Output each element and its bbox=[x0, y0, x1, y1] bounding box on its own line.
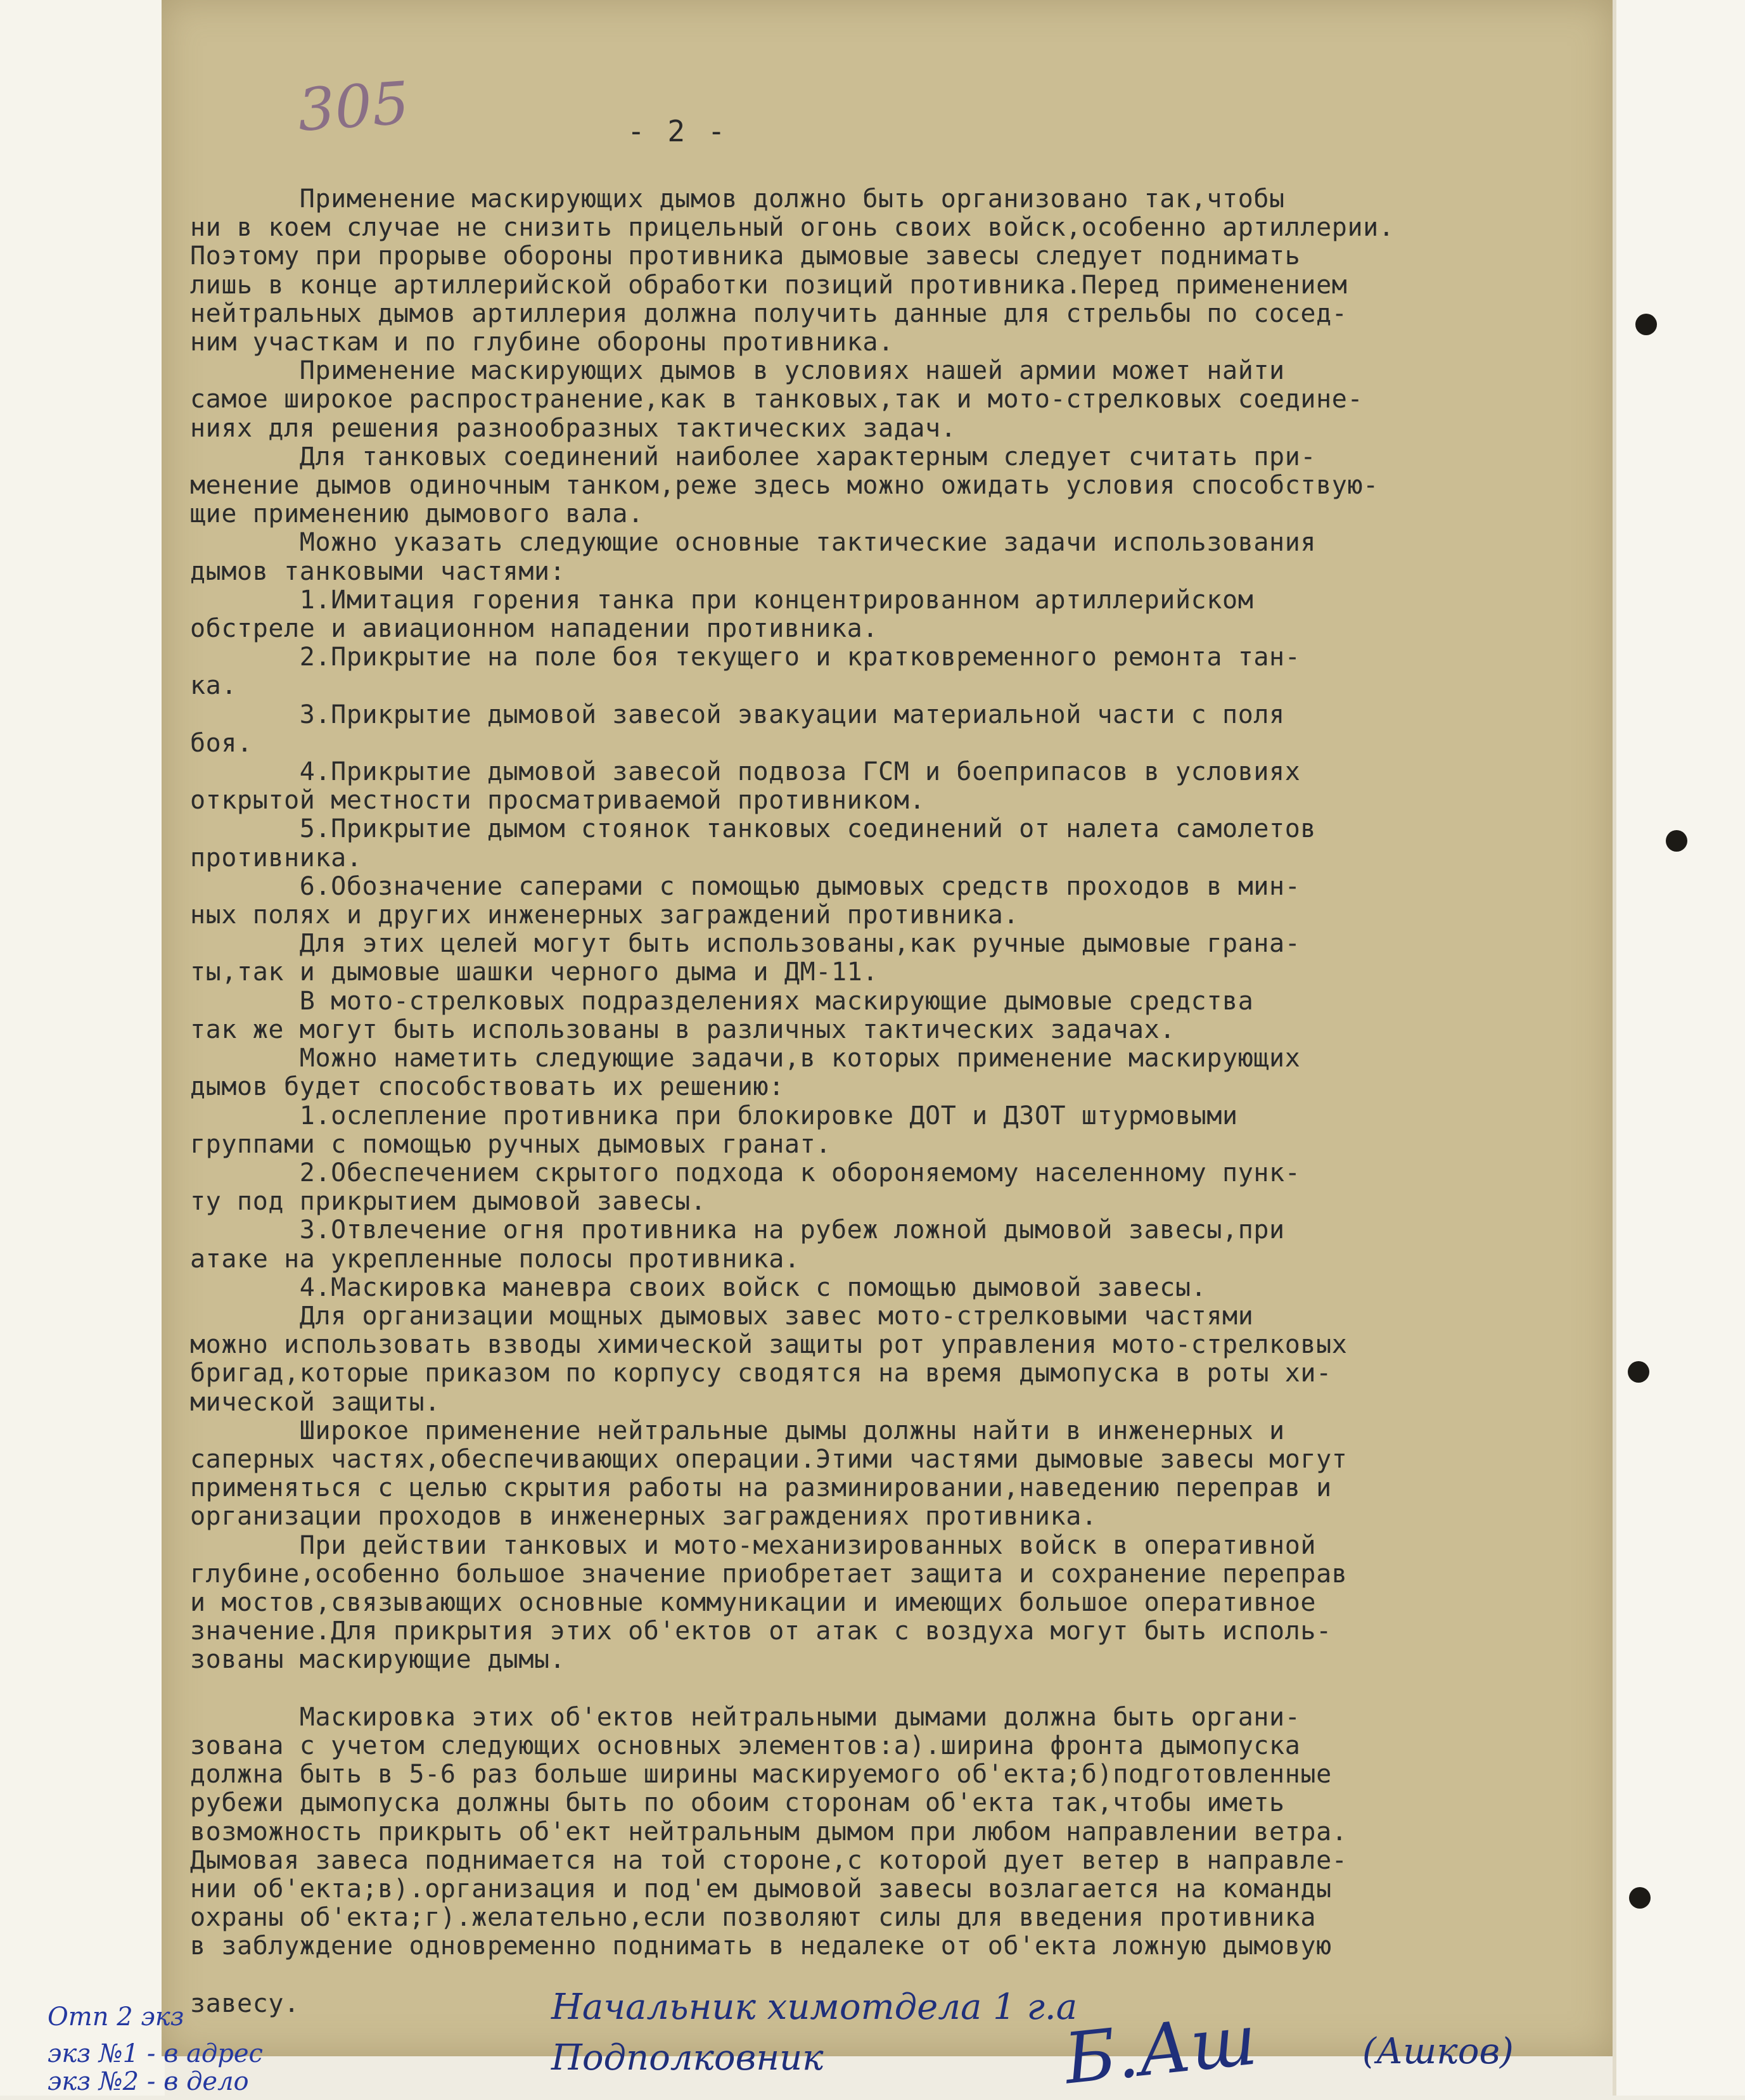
text-line: боя. bbox=[190, 728, 253, 758]
text-line: лишь в конце артиллерийской обработки позиций противника.Перед применением bbox=[190, 270, 1348, 300]
text-line: противника. bbox=[190, 843, 362, 873]
text-line: 2.Прикрытие на поле боя текущего и кратковременного ремонта тан- bbox=[190, 643, 1301, 672]
text-line: применяться с целью скрытия работы на разминировании,наведению переправ и bbox=[190, 1473, 1332, 1503]
text-line: возможность прикрыть об'ект нейтральным дымом при любом направлении ветра. bbox=[190, 1817, 1348, 1847]
text-line: зована с учетом следующих основных элементов:а).ширина фронта дымопуска bbox=[190, 1731, 1301, 1760]
text-line: можно использовать взводы химической защиты рот управления мото-стрелковых bbox=[190, 1330, 1348, 1360]
text-line: значение.Для прикрытия этих об'ектов от атак с воздуха могут быть исполь- bbox=[190, 1617, 1332, 1646]
text-line: Для танковых соединений наиболее характерным следует считать при- bbox=[190, 442, 1317, 471]
text-line: В мото-стрелковых подразделениях маскирующие дымовые средства bbox=[190, 986, 1254, 1016]
text-line: ним участкам и по глубине обороны противника. bbox=[190, 328, 894, 357]
text-line: ни в коем случае не снизить прицельный огонь своих войск,особенно артиллерии. bbox=[190, 213, 1395, 243]
text-line: в заблуждение одновременно поднимать в недалеке от об'екта ложную дымовую bbox=[190, 1931, 1332, 1961]
text-line: Применение маскирующих дымов должно быть организовано так,чтобы bbox=[190, 185, 1285, 214]
signature-surname: (Ашков) bbox=[1362, 2031, 1514, 2072]
text-line: 1.Имитация горения танка при концентрированном артиллерийском bbox=[190, 585, 1254, 615]
pencil-page-note: 305 bbox=[295, 69, 412, 144]
text-line: 1.ослепление противника при блокировке ДОТ и ДЗОТ штурмовыми bbox=[190, 1101, 1238, 1130]
page-number: - 2 - bbox=[627, 114, 728, 148]
signature-rank: Подполковник bbox=[551, 2037, 824, 2078]
text-line: самое широкое распространение,как в танковых,так и мото-стрелковых соедине- bbox=[190, 385, 1364, 414]
text-line: и мостов,связывающих основные коммуникации и имеющих большое оперативное bbox=[190, 1587, 1317, 1617]
text-line: ниях для решения разнообразных тактических задач. bbox=[190, 413, 957, 443]
text-line: 5.Прикрытие дымом стоянок танковых соединений от налета самолетов bbox=[190, 814, 1317, 844]
text-line: Для организации мощных дымовых завес мото-стрелковыми частями bbox=[190, 1301, 1254, 1331]
text-line: саперных частях,обеспечивающих операции.Этими частями дымовые завесы могут bbox=[190, 1444, 1348, 1474]
text-line: дымов танковыми частями: bbox=[190, 556, 566, 586]
text-line: дымов будет способствовать их решению: bbox=[190, 1072, 784, 1102]
text-line: 2.Обеспечением скрытого подхода к обороняемому населенному пунк- bbox=[190, 1158, 1301, 1188]
text-line: 3.Отвлечение огня противника на рубеж ложной дымовой завесы,при bbox=[190, 1215, 1285, 1245]
left-mount-paper bbox=[0, 0, 165, 2096]
text-line: нейтральных дымов артиллерия должна получить данные для стрельбы по сосед- bbox=[190, 298, 1348, 328]
text-line: Можно наметить следующие задачи,в которых применение маскирующих bbox=[190, 1044, 1301, 1073]
text-line: Поэтому при прорыве обороны противника дымовые завесы следует поднимать bbox=[190, 241, 1301, 271]
text-line: При действии танковых и мото-механизированных войск в оперативной bbox=[190, 1530, 1317, 1560]
copy-1-note: экз №1 - в адрес bbox=[48, 2039, 263, 2068]
text-line: Широкое применение нейтральные дымы должны найти в инженерных и bbox=[190, 1416, 1285, 1445]
text-line: так же могут быть использованы в различных тактических задачах. bbox=[190, 1015, 1175, 1044]
text-line: Применение маскирующих дымов в условиях нашей армии может найти bbox=[190, 356, 1285, 386]
text-line: нии об'екта;в).организация и под'ем дымовой завесы возлагается на команды bbox=[190, 1874, 1332, 1904]
text-line: мической защиты. bbox=[190, 1387, 440, 1417]
text-line: Можно указать следующие основные тактические задачи использования bbox=[190, 528, 1317, 558]
text-line: 4.Прикрытие дымовой завесой подвоза ГСМ и боеприпасов в условиях bbox=[190, 757, 1301, 787]
text-line: ты,так и дымовые шашки черного дыма и ДМ-11. bbox=[190, 957, 879, 987]
text-line: обстреле и авиационном нападении противника. bbox=[190, 614, 879, 644]
text-line: 3.Прикрытие дымовой завесой эвакуации материальной части с поля bbox=[190, 700, 1285, 729]
handwritten-signature: Б.Аш bbox=[1061, 1999, 1261, 2100]
text-line: должна быть в 5-6 раз больше ширины маскируемого об'екта;б)подготовленные bbox=[190, 1760, 1332, 1789]
text-line: атаке на укрепленные полосы противника. bbox=[190, 1244, 800, 1274]
text-line: открытой местности просматриваемой противником. bbox=[190, 786, 926, 816]
text-line: глубине,особенно большое значение приобретает защита и сохранение переправ bbox=[190, 1559, 1348, 1589]
text-line: менение дымов одиночным танком,реже здесь можно ожидать условия способствую- bbox=[190, 471, 1379, 501]
text-line: Дымовая завеса поднимается на той стороне,с которой дует ветер в направле- bbox=[190, 1845, 1348, 1875]
text-line: завесу. bbox=[190, 1988, 300, 2018]
text-line: бригад,которые приказом по корпусу сводятся на время дымопуска в роты хи- bbox=[190, 1359, 1332, 1388]
copy-2-note: экз №2 - в дело bbox=[48, 2067, 249, 2096]
text-line: Маскировка этих об'ектов нейтральными дымами должна быть органи- bbox=[190, 1702, 1301, 1732]
text-line: ных полях и других инженерных заграждений противника. bbox=[190, 900, 1020, 930]
text-line: зованы маскирующие дымы. bbox=[190, 1645, 566, 1675]
text-line: ту под прикрытием дымовой завесы. bbox=[190, 1187, 706, 1217]
binding-hole bbox=[1635, 314, 1657, 335]
binding-hole bbox=[1666, 830, 1687, 852]
text-line: организации проходов в инженерных заграждениях противника. bbox=[190, 1502, 1097, 1532]
text-line: группами с помощью ручных дымовых гранат. bbox=[190, 1129, 831, 1159]
text-line: рубежи дымопуска должны быть по обоим сторонам об'екта так,чтобы иметь bbox=[190, 1788, 1285, 1818]
signature-title: Начальник химотдела 1 г.а bbox=[551, 1987, 1078, 2028]
text-line: ка. bbox=[190, 671, 238, 701]
copies-note: Отп 2 экз bbox=[48, 2002, 184, 2032]
text-line: 4.Маскировка маневра своих войск с помощью дымовой завесы. bbox=[190, 1272, 1207, 1302]
typed-body-text bbox=[190, 185, 1635, 2023]
text-line: Для этих целей могут быть использованы,как ручные дымовые грана- bbox=[190, 929, 1301, 959]
text-line bbox=[190, 1675, 1635, 1703]
text-line: 6.Обозначение саперами с помощью дымовых средств проходов в мин- bbox=[190, 871, 1301, 901]
text-line: щие применению дымового вала. bbox=[190, 499, 644, 529]
text-line bbox=[190, 1961, 1635, 1990]
text-line: охраны об'екта;г).желательно,если позволяют силы для введения противника bbox=[190, 1903, 1317, 1933]
